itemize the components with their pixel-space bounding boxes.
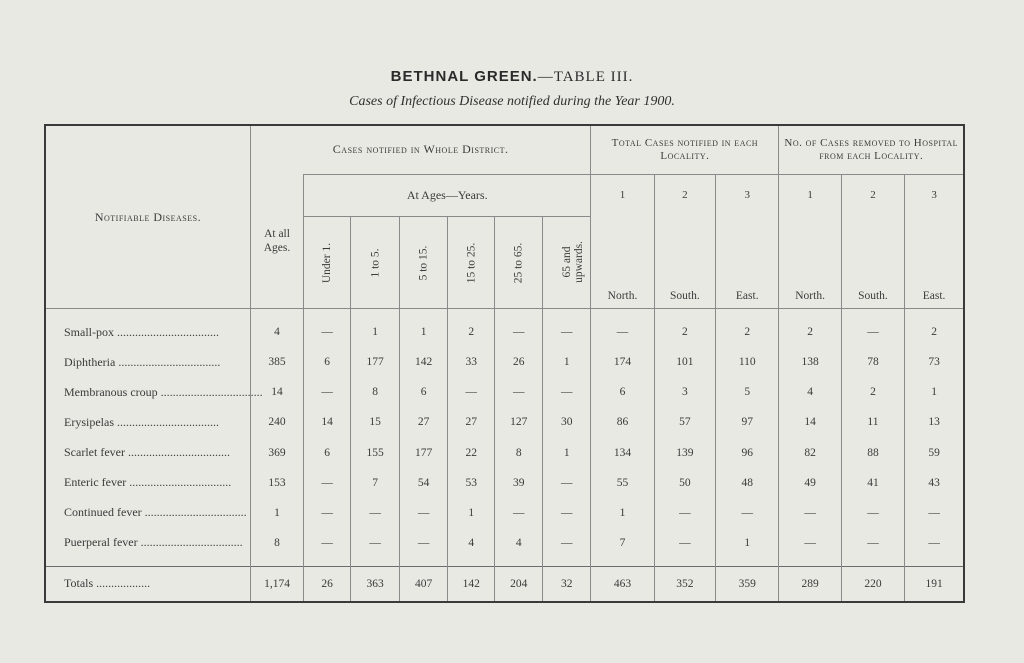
locality-num-3: 3 <box>716 174 779 216</box>
table-cell: 41 <box>841 468 904 498</box>
table-cell: 4 <box>779 377 841 407</box>
table-cell: 4 <box>250 317 303 347</box>
disease-name: Scarlet fever .................................. <box>64 445 230 460</box>
locality-north: North. <box>591 216 654 308</box>
table-cell: 8 <box>250 528 303 558</box>
table-cell: 174 <box>591 347 654 377</box>
header-diseases: Notifiable Diseases. <box>46 126 250 309</box>
table-cell: — <box>779 498 841 528</box>
disease-name: Continued fever .................................. <box>64 505 247 520</box>
table-cell: — <box>716 498 779 528</box>
table-cell: 82 <box>779 437 841 467</box>
table-cell: 6 <box>304 437 351 467</box>
table-cell: 14 <box>304 407 351 437</box>
table-cell: 2 <box>779 317 841 347</box>
disease-table-frame <box>44 124 965 603</box>
locality-south: South. <box>654 216 715 308</box>
table-cell: — <box>495 377 543 407</box>
table-cell: 110 <box>716 347 779 377</box>
table-cell: 1 <box>250 498 303 528</box>
table-cell: 2 <box>841 377 904 407</box>
table-cell: 49 <box>779 468 841 498</box>
table-cell: — <box>400 528 448 558</box>
table-row <box>46 468 963 498</box>
table-cell: 26 <box>495 347 543 377</box>
table-cell: — <box>495 317 543 347</box>
removed-num-1: 1 <box>779 174 841 216</box>
table-cell: 97 <box>716 407 779 437</box>
header-removed-locality: No. of Cases removed to Hospital from each Locality. <box>779 126 963 174</box>
table-cell: — <box>591 317 654 347</box>
table-cell: — <box>841 528 904 558</box>
age-15-to-25: 15 to 25. <box>448 216 495 308</box>
age-25-to-65: 25 to 65. <box>495 216 543 308</box>
table-row <box>46 407 963 437</box>
table-cell: 57 <box>654 407 715 437</box>
disease-name: Diphtheria .................................. <box>64 354 221 369</box>
header-all-ages: At all Ages. <box>250 174 303 308</box>
table-cell: 1 <box>351 317 400 347</box>
table-cell: 6 <box>304 347 351 377</box>
table-cell: 3 <box>654 377 715 407</box>
total-cell: 32 <box>543 566 591 601</box>
total-cell: 26 <box>304 566 351 601</box>
title-main: BETHNAL GREEN. <box>390 68 538 85</box>
table-cell: 14 <box>779 407 841 437</box>
table-cell: — <box>543 498 591 528</box>
removed-east: East. <box>905 216 963 308</box>
table-cell: — <box>351 498 400 528</box>
table-cell: 4 <box>448 528 495 558</box>
table-cell: 1 <box>716 528 779 558</box>
disease-name: Enteric fever .................................. <box>64 475 232 490</box>
table-cell: — <box>905 498 963 528</box>
header-whole-district: Cases notified in Whole District. <box>250 126 590 174</box>
disease-name: Membranous croup .................................. <box>64 384 263 399</box>
table-cell: 33 <box>448 347 495 377</box>
table-cell: 53 <box>448 468 495 498</box>
removed-num-3: 3 <box>905 174 963 216</box>
disease-name: Puerperal fever .................................. <box>64 535 243 550</box>
table-cell: 6 <box>400 377 448 407</box>
table-cell: 142 <box>400 347 448 377</box>
table-cell: 138 <box>779 347 841 377</box>
table-cell: 7 <box>351 468 400 498</box>
table-cell: 2 <box>448 317 495 347</box>
table-cell: 1 <box>543 437 591 467</box>
table-cell: — <box>654 528 715 558</box>
total-cell: 1,174 <box>250 566 303 601</box>
table-cell: 15 <box>351 407 400 437</box>
disease-name: Small-pox .................................. <box>64 324 219 339</box>
total-cell: 289 <box>779 566 841 601</box>
removed-south: South. <box>841 216 904 308</box>
age-5-to-15: 5 to 15. <box>400 216 448 308</box>
table-cell: — <box>304 528 351 558</box>
table-cell: 27 <box>448 407 495 437</box>
table-cell: 30 <box>543 407 591 437</box>
table-cell: 54 <box>400 468 448 498</box>
table-cell: 2 <box>654 317 715 347</box>
age-under-1: Under 1. <box>304 216 351 308</box>
locality-east: East. <box>716 216 779 308</box>
table-row <box>46 377 963 407</box>
table-cell: 14 <box>250 377 303 407</box>
table-cell: — <box>400 498 448 528</box>
table-cell: 177 <box>351 347 400 377</box>
table-row <box>46 317 963 347</box>
table-cell: 385 <box>250 347 303 377</box>
table-cell: — <box>448 377 495 407</box>
age-65-upwards: 65 and upwards. <box>543 216 591 308</box>
table-cell: 155 <box>351 437 400 467</box>
table-row <box>46 437 963 467</box>
table-cell: — <box>304 468 351 498</box>
table-cell: 86 <box>591 407 654 437</box>
table-subtitle: Cases of Infectious Disease notified during the Year 1900. <box>349 94 675 109</box>
table-cell: 55 <box>591 468 654 498</box>
total-cell: 352 <box>654 566 715 601</box>
table-cell: 5 <box>716 377 779 407</box>
table-cell: 50 <box>654 468 715 498</box>
total-cell: 220 <box>841 566 904 601</box>
age-1-to-5: 1 to 5. <box>351 216 400 308</box>
table-cell: 96 <box>716 437 779 467</box>
table-cell: 2 <box>716 317 779 347</box>
table-cell: 1 <box>591 498 654 528</box>
table-cell: 1 <box>448 498 495 528</box>
table-cell: 139 <box>654 437 715 467</box>
table-row <box>46 498 963 528</box>
table-cell: 1 <box>400 317 448 347</box>
table-cell: 6 <box>591 377 654 407</box>
table-cell: 7 <box>591 528 654 558</box>
disease-name: Erysipelas .................................. <box>64 414 219 429</box>
table-cell: — <box>779 528 841 558</box>
table-cell: — <box>841 498 904 528</box>
table-cell: 134 <box>591 437 654 467</box>
table-cell: — <box>304 498 351 528</box>
title-suffix: —TABLE III. <box>537 69 634 85</box>
table-cell: 8 <box>495 437 543 467</box>
table-cell: 177 <box>400 437 448 467</box>
table-cell: 88 <box>841 437 904 467</box>
table-cell: 78 <box>841 347 904 377</box>
table-cell: 240 <box>250 407 303 437</box>
table-cell: 39 <box>495 468 543 498</box>
table-cell: — <box>543 377 591 407</box>
table-cell: 43 <box>905 468 963 498</box>
table-cell: 2 <box>905 317 963 347</box>
table-cell: — <box>543 317 591 347</box>
table-cell: 22 <box>448 437 495 467</box>
table-row <box>46 347 963 377</box>
removed-north: North. <box>779 216 841 308</box>
table-cell: — <box>654 498 715 528</box>
disease-table <box>46 126 963 601</box>
table-cell: 1 <box>543 347 591 377</box>
locality-num-2: 2 <box>654 174 715 216</box>
table-cell: 13 <box>905 407 963 437</box>
table-cell: 1 <box>905 377 963 407</box>
table-cell: 153 <box>250 468 303 498</box>
table-cell: 8 <box>351 377 400 407</box>
total-cell: 407 <box>400 566 448 601</box>
table-cell: — <box>543 468 591 498</box>
table-cell: 27 <box>400 407 448 437</box>
table-cell: — <box>905 528 963 558</box>
locality-num-1: 1 <box>591 174 654 216</box>
total-cell: 363 <box>351 566 400 601</box>
table-title <box>0 68 1024 86</box>
table-cell: 48 <box>716 468 779 498</box>
table-cell: 4 <box>495 528 543 558</box>
table-cell: 73 <box>905 347 963 377</box>
total-cell: 191 <box>905 566 963 601</box>
table-cell: — <box>304 317 351 347</box>
table-cell: 369 <box>250 437 303 467</box>
table-cell: 127 <box>495 407 543 437</box>
total-cell: 142 <box>448 566 495 601</box>
table-cell: — <box>304 377 351 407</box>
table-cell: — <box>351 528 400 558</box>
totals-label: Totals .................. <box>46 566 250 601</box>
total-cell: 463 <box>591 566 654 601</box>
table-cell: — <box>495 498 543 528</box>
table-cell: — <box>543 528 591 558</box>
totals-row <box>46 566 963 601</box>
table-cell: 101 <box>654 347 715 377</box>
header-total-locality: Total Cases notified in each Locality. <box>591 126 779 174</box>
table-cell: — <box>841 317 904 347</box>
total-cell: 359 <box>716 566 779 601</box>
total-cell: 204 <box>495 566 543 601</box>
table-cell: 11 <box>841 407 904 437</box>
removed-num-2: 2 <box>841 174 904 216</box>
header-at-ages-years: At Ages—Years. <box>304 174 591 216</box>
table-row <box>46 528 963 558</box>
table-cell: 59 <box>905 437 963 467</box>
